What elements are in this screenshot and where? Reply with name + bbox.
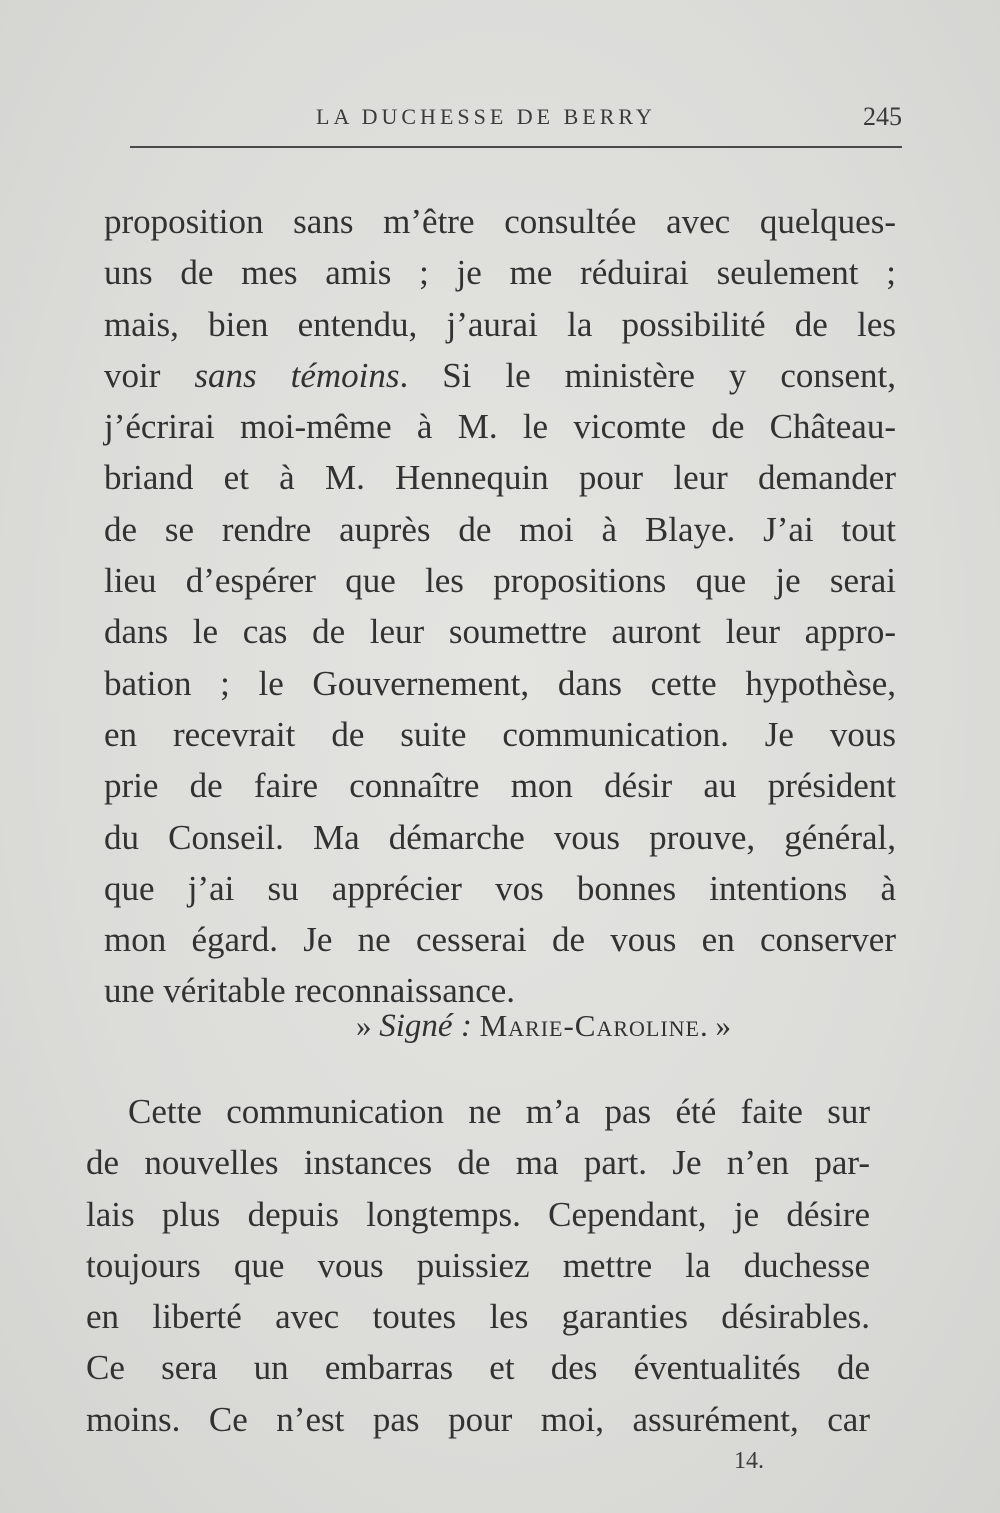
text-line: dans le cas de leur soumettre auront leur appro-: [104, 612, 896, 652]
quote-mark: »: [356, 1008, 380, 1043]
running-head: [130, 100, 902, 140]
letter-text: [104, 196, 896, 1017]
running-title: LA DUCHESSE DE BERRY: [316, 104, 656, 129]
header-rule: [130, 146, 902, 148]
body-paragraph: [86, 1086, 870, 1445]
signed-label: Signé :: [379, 1008, 472, 1044]
text-fragment: . Si le ministère y consent,: [399, 355, 896, 395]
text-line: lais plus depuis longtemps. Cependant, je désire: [86, 1194, 870, 1234]
text-line: en liberté avec toutes les garanties désirables.: [86, 1297, 870, 1337]
text-line: lieu d’espérer que les propositions que je serai: [104, 561, 896, 601]
text-line: toujours que vous puissiez mettre la duchesse: [86, 1245, 870, 1285]
italic-phrase: sans témoins: [194, 355, 400, 395]
text-line: une véritable reconnaissance.: [104, 971, 516, 1011]
text-line: de nouvelles instances de ma part. Je n’en par-: [86, 1143, 870, 1183]
text-fragment: voir: [104, 355, 195, 395]
quote-mark: . »: [700, 1008, 731, 1043]
signature-mark: 14.: [734, 1448, 764, 1474]
text-line: de se rendre auprès de moi à Blaye. J’ai tout: [104, 509, 896, 549]
text-line: uns de mes amis ; je me réduirai seulement ;: [104, 253, 896, 293]
text-line: bation ; le Gouvernement, dans cette hypothèse,: [104, 663, 896, 703]
text-line: Cette communication ne m’a pas été faite sur: [128, 1092, 870, 1131]
page-number: 245: [863, 102, 902, 131]
letter-signature: [356, 1008, 731, 1045]
text-line: briand et à M. Hennequin pour leur demander: [104, 458, 896, 498]
text-line: Ce sera un embarras et des éventualités de: [86, 1348, 870, 1388]
text-line: du Conseil. Ma démarche vous prouve, général,: [104, 817, 896, 857]
signatory-name: Marie-Caroline: [479, 1008, 700, 1043]
text-line: mais, bien entendu, j’aurai la possibilité de les: [104, 304, 896, 344]
text-line: proposition sans m’être consultée avec quelques-: [104, 202, 896, 241]
text-line: en recevrait de suite communication. Je vous: [104, 714, 896, 754]
text-line: j’écrirai moi-même à M. le vicomte de Château-: [104, 407, 896, 447]
text-line: prie de faire connaître mon désir au président: [104, 766, 896, 806]
text-line: moins. Ce n’est pas pour moi, assurément, car: [86, 1399, 870, 1439]
text-line: que j’ai su apprécier vos bonnes intentions à: [104, 868, 896, 908]
text-line: mon égard. Je ne cesserai de vous en conserver: [104, 920, 896, 960]
text-line: [104, 350, 896, 401]
